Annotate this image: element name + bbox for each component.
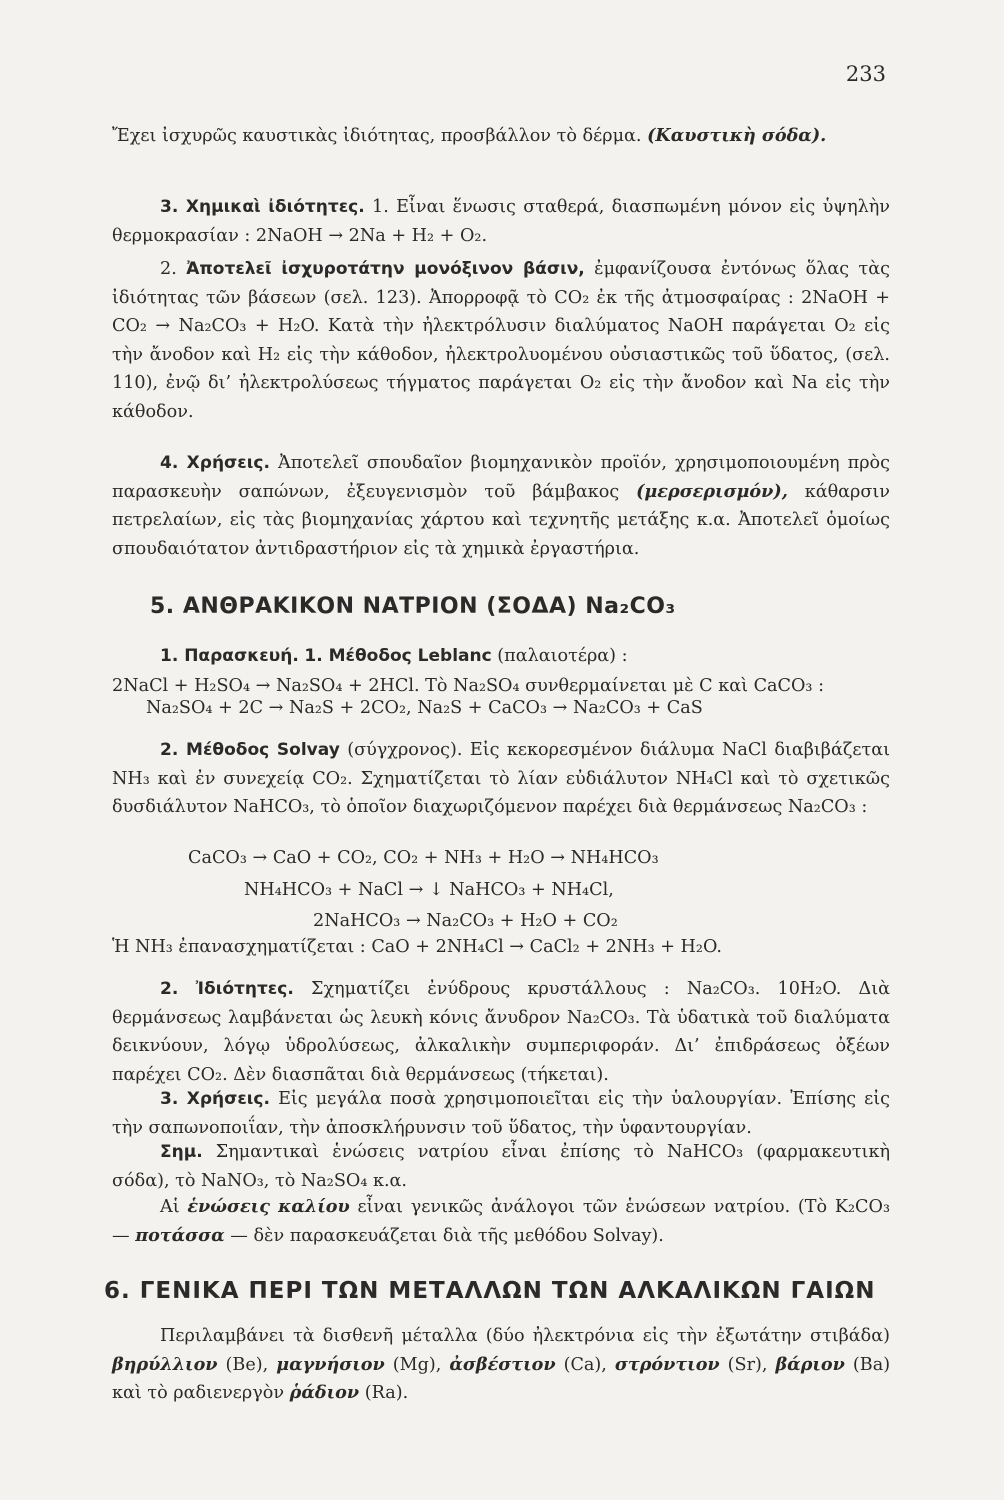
section-6-title: 6. ΓΕΝΙΚΑ ΠΕΡΙ ΤΩΝ ΜΕΤΑΛΛΩΝ ΤΩΝ ΑΛΚΑΛΙΚΩΝ ΓΑΙΩΝ	[104, 1278, 876, 1304]
strontium-symbol: (Sr),	[727, 1354, 768, 1375]
potassium-text-2: — δὲν παρασκευάζεται διὰ τῆς μεθόδου Solvay).	[230, 1225, 664, 1246]
solvay-equation-3: 2NaHCO₃ → Na₂CO₃ + H₂O + CO₂	[313, 911, 618, 931]
paragraph-strong-base	[112, 255, 890, 426]
leblanc-equation: Na₂SO₄ + 2C → Na₂S + 2CO₂, Na₂S + CaCO₃ → Na₂CO₃ + CaS	[146, 698, 703, 718]
radium-term: ῥάδιον	[289, 1382, 360, 1403]
paragraph-soda-properties	[112, 975, 890, 1089]
leblanc-note: (παλαιοτέρα) :	[497, 646, 628, 666]
leblanc-reaction-text: 2NaCl + H₂SO₄ → Na₂SO₄ + 2HCl. Τὸ Na₂SO₄ συνθερμαίνεται μὲ C καὶ CaCO₃ :	[112, 676, 825, 696]
uses-heading: 4. Χρήσεις.	[160, 453, 270, 473]
solvay-method: 2. Μέθοδος Solvay	[160, 740, 340, 760]
chemical-properties-heading: 3. Χημικαὶ ἰδιότητες.	[160, 197, 365, 217]
soda-uses-text: Εἰς μεγάλα ποσὰ χρησιμοποιεῖται εἰς τὴν ὑαλουργίαν. Ἐπίσης εἰς τὴν σαπωνοποιΐαν, τὴν ἀποσκλήρυνσιν τοῦ ὕδατος, τὴν ὑφαντουργίαν.	[112, 1089, 891, 1138]
chemical-properties-text: 1. Εἶναι ἕνωσις σταθερά, διασπωμένη μόνον εἰς ὑψηλὴν θερμοκρασίαν : 2NaOH → 2Na + H₂ + O₂.	[112, 197, 890, 246]
leblanc-line	[112, 672, 890, 701]
paragraph-solvay	[112, 736, 890, 822]
calcium-symbol: (Ca),	[563, 1354, 607, 1375]
barium-symbol: (Ba) καὶ τὸ ραδιενεργὸν	[112, 1354, 891, 1403]
uses-text-1: Ἀποτελεῖ σπουδαῖον βιομηχανικὸν προϊόν, χρησιμοποιουμένη πρὸς παρασκευὴν σαπώνων, ἐξευγενισμὸν τοῦ βάμβακος	[112, 453, 891, 502]
paragraph-alkaline-earth	[112, 1322, 890, 1408]
solvay-text: (σύγχρονος). Εἰς κεκορεσμένον διάλυμα NaCl διαβιβάζεται NH₃ καὶ ἐν συνεχείᾳ CO₂. Σχηματίζεται τὸ λίαν εὐδιάλυτον NH₄Cl καὶ τὸ σχετικῶς δυσδιάλυτον NaHCO₃, τὸ ὁποῖον διαχωριζόμενον παρέχει διὰ θερμάνσεως Na₂CO₃ :	[112, 740, 890, 817]
strong-base-heading: Ἀποτελεῖ ἰσχυροτάτην μονόξινον βάσιν,	[186, 259, 585, 279]
soda-uses-heading: 3. Χρήσεις.	[160, 1089, 270, 1109]
paragraph-uses	[112, 449, 890, 563]
alkaline-earth-text: Περιλαμβάνει τὰ δισθενῆ μέταλλα (δύο ἠλεκτρόνια εἰς τὴν ἐξωτάτην στιβάδα)	[160, 1326, 890, 1346]
barium-term: βάριον	[775, 1353, 845, 1375]
ammonia-regeneration: Ἡ NH₃ ἐπανασχηματίζεται : CaO + 2NH₄Cl → CaCl₂ + 2NH₃ + H₂O.	[112, 937, 722, 957]
strontium-term: στρόντιον	[614, 1353, 720, 1375]
preparation-heading: 1. Παρασκευή.	[160, 646, 299, 666]
page-number: 233	[845, 62, 886, 86]
paragraph-note	[112, 1138, 890, 1195]
caustic-term: (Καυστικὴ σόδα).	[647, 125, 827, 146]
paragraph-caustic	[112, 122, 890, 151]
leblanc-method: 1. Μέθοδος Leblanc	[304, 646, 492, 666]
section-5-title: 5. ΑΝΘΡΑΚΙΚΟΝ ΝΑΤΡΙΟΝ (ΣΟΔΑ) Na₂CO₃	[150, 594, 676, 619]
uses-text-2: κάθαρσιν πετρελαίων, εἰς τὰς βιομηχανίας χάρτου καὶ τεχνητῆς μετάξης κ.α. Ἀποτελεῖ ὁμοίως σπουδαιότατον ἀντιδραστήριον εἰς τὰ χημικὰ ἐργαστήρια.	[112, 481, 891, 559]
radium-symbol: (Ra).	[364, 1383, 409, 1403]
potassium-term: ἑνώσεις καλίου	[187, 1196, 350, 1217]
solvay-equation-1: CaCO₃ → CaO + CO₂, CO₂ + NH₃ + H₂O → NH₄HCO₃	[188, 848, 659, 868]
note-heading: Σημ.	[160, 1142, 203, 1162]
potassium-lead: Αἱ	[160, 1197, 180, 1217]
soda-properties-text: Σχηματίζει ἐνύδρους κρυστάλλους : Na₂CO₃. 10H₂O. Διὰ θερμάνσεως λαμβάνεται ὡς λευκὴ κόνις ἄνυδρον Na₂CO₃. Τὰ ὑδατικὰ τοῦ διαλύματα δεικνύουν, λόγῳ ὑδρολύσεως, ἀλκαλικὴν συμπεριφοράν. Δι’ ἐπιδράσεως ὀξέων παρέχει CO₂. Δὲν διασπᾶται διὰ θερμάνσεως (τήκεται).	[112, 979, 890, 1085]
potassium-text: εἶναι γενικῶς ἀνάλογοι τῶν ἑνώσεων νατρίου. (Τὸ K₂CO₃ —	[112, 1197, 890, 1246]
strong-base-number: 2.	[160, 259, 177, 279]
beryllium-symbol: (Be),	[225, 1354, 269, 1375]
magnesium-symbol: (Mg),	[392, 1354, 442, 1375]
magnesium-term: μαγνήσιον	[276, 1353, 385, 1375]
note-text: Σημαντικαὶ ἑνώσεις νατρίου εἶναι ἐπίσης τὸ NaHCO₃ (φαρμακευτικὴ σόδα), τὸ NaNO₃, τὸ Na₂SO₄ κ.α.	[112, 1142, 890, 1191]
caustic-text: Ἔχει ἰσχυρῶς καυστικὰς ἰδιότητας, προσβάλλον τὸ δέρμα.	[112, 126, 642, 146]
paragraph-soda-uses	[112, 1085, 890, 1142]
paragraph-potassium	[112, 1193, 890, 1250]
calcium-term: ἀσβέστιον	[449, 1353, 556, 1375]
strong-base-text: ἐμφανίζουσα ἐντόνως ὅλας τὰς ἰδιότητας τῶν βάσεων (σελ. 123). Ἀπορροφᾷ τὸ CO₂ ἐκ τῆς ἀτμοσφαίρας : 2NaOH + CO₂ → Na₂CO₃ + H₂O. Κατὰ τὴν ἠλεκτρόλυσιν διαλύματος NaOH παράγεται O₂ εἰς τὴν ἄνοδον καὶ H₂ εἰς τὴν κάθοδον, ἠλεκτρολυομένου οὐσιαστικῶς τοῦ ὕδατος, (σελ. 110), ἐνῷ δι’ ἠλεκτρολύσεως τήγματος παράγεται O₂ εἰς τὴν ἄνοδον καὶ Na εἰς τὴν κάθοδον.	[112, 259, 891, 422]
paragraph-preparation	[112, 642, 890, 671]
uses-term: (μερσερισμόν),	[636, 480, 788, 502]
solvay-equation-2: NH₄HCO₃ + NaCl → ↓ NaHCO₃ + NH₄Cl,	[244, 880, 614, 900]
potash-term: ποτάσσα	[135, 1224, 225, 1246]
soda-properties-heading: 2. Ἰδιότητες.	[160, 979, 294, 999]
beryllium-term: βηρύλλιον	[112, 1353, 218, 1375]
paragraph-chemical-properties	[112, 193, 890, 250]
